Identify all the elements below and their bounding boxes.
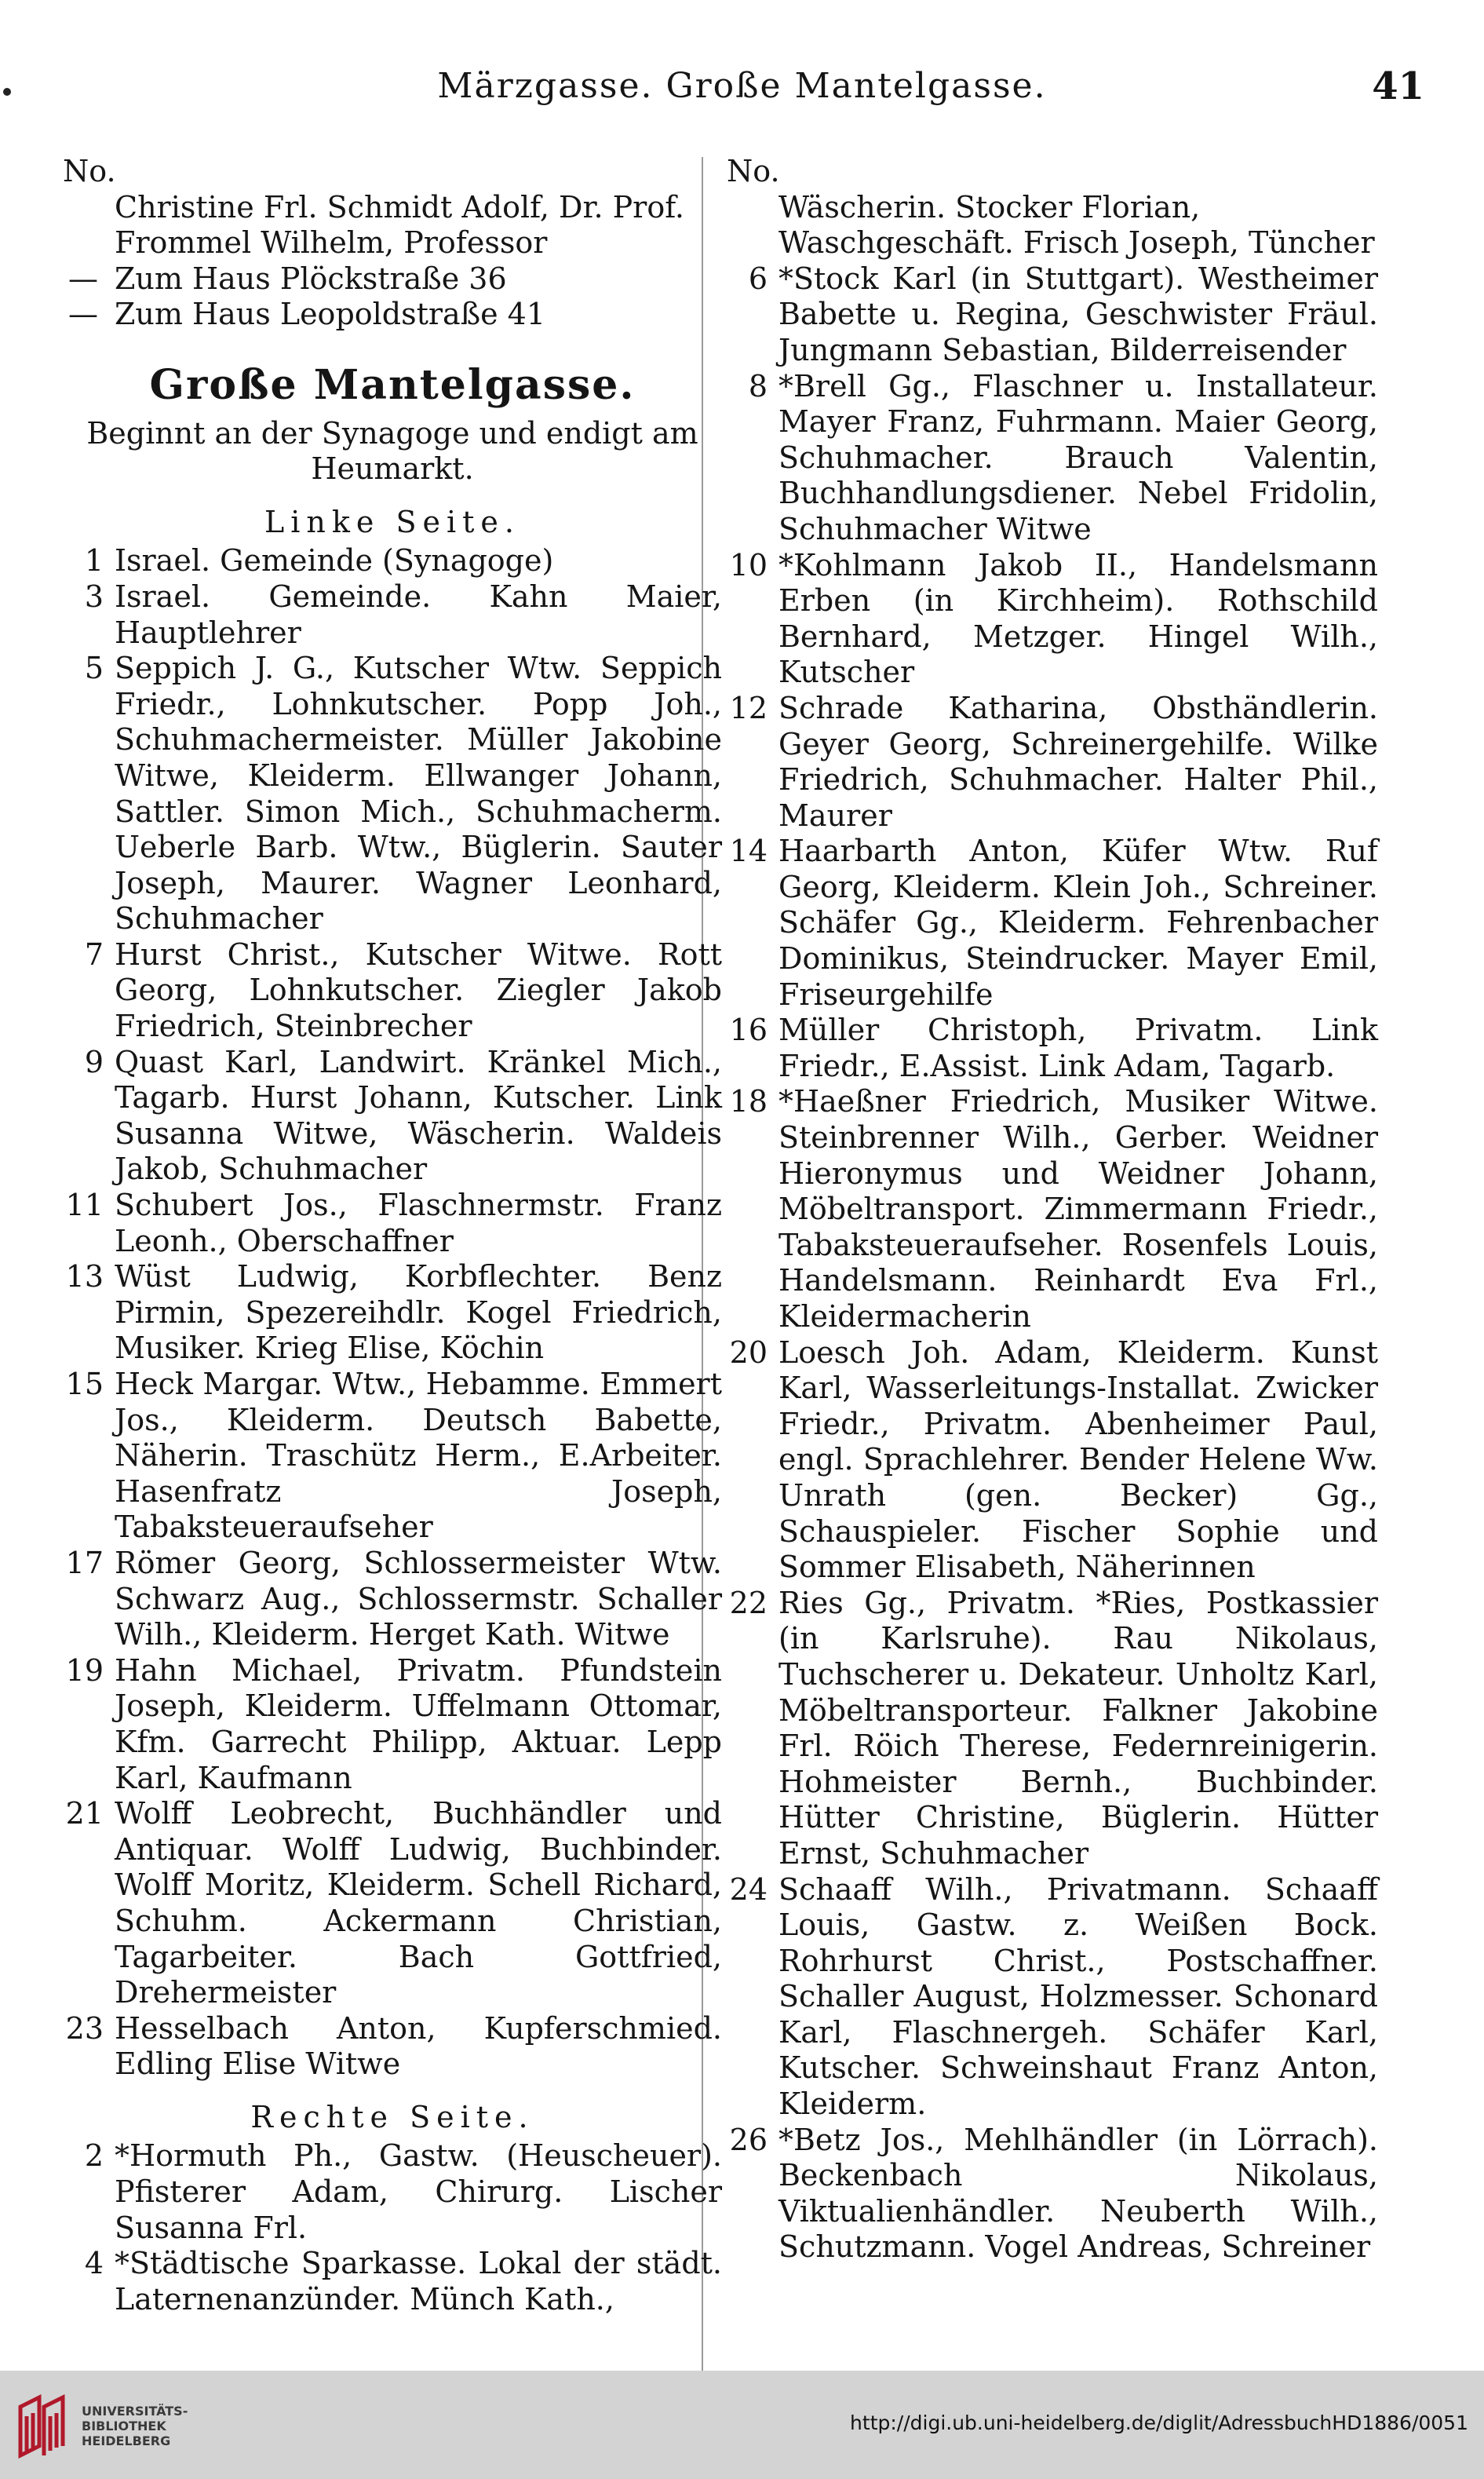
house-number: 3 bbox=[84, 579, 104, 614]
resident-list: Hahn Michael, Privatm. Pfundstein Joseph, Kleiderm. Uffelmann Ottomar, Kfm. Garrecht Philipp, Aktuar. Lepp Karl, Kaufmann bbox=[115, 1652, 722, 1795]
house-number: 9 bbox=[84, 1044, 104, 1079]
logo-line: BIBLIOTHEK bbox=[82, 2419, 166, 2433]
house-number: 8 bbox=[748, 368, 768, 403]
cross-reference-text: Zum Haus Plöckstraße 36 bbox=[115, 261, 507, 296]
resident-list: Hesselbach Anton, Kupferschmied. Edling Elise Witwe bbox=[115, 2010, 722, 2082]
left-side-heading: Linke Seite. bbox=[264, 504, 520, 539]
entry-list bbox=[63, 543, 722, 2083]
house-number: 20 bbox=[729, 1334, 768, 1370]
resident-list: Müller Christoph, Privatm. Link Friedr., E.Assist. Link Adam, Tagarb. bbox=[778, 1013, 1378, 1083]
address-entry bbox=[63, 1653, 722, 1796]
continued-entry: Christine Frl. Schmidt Adolf, Dr. Prof. Frommel Wilhelm, Professor bbox=[115, 189, 685, 261]
address-entry bbox=[727, 2123, 1378, 2265]
house-number: 13 bbox=[65, 1259, 104, 1294]
resident-list: *Städtische Sparkasse. Lokal der städt. Laternenanzünder. Münch Kath., bbox=[115, 2246, 722, 2317]
page-header bbox=[0, 64, 1484, 119]
resident-list: Schaaff Wilh., Privatmann. Schaaff Louis, Gastw. z. Weißen Bock. Rohrhurst Christ., Postschaffner. Schaller August, Holzmesser. Schonard Karl, Flaschnergeh. Schäfer Karl, Kutscher. Schweinshaut Franz Anton, Kleiderm. bbox=[778, 1871, 1378, 2122]
resident-list: Heck Margar. Wtw., Hebamme. Emmert Jos., Kleiderm. Deutsch Babette, Näherin. Traschütz Herm., E.Arbeiter. Hasenfratz Joseph, Tabaksteueraufseher bbox=[115, 1367, 722, 1545]
address-entry bbox=[63, 1259, 722, 1367]
house-number: 7 bbox=[84, 936, 104, 972]
house-number: 23 bbox=[65, 2010, 104, 2046]
house-number: 17 bbox=[65, 1545, 104, 1580]
cross-reference-entry bbox=[63, 297, 722, 333]
source-url[interactable]: http://digi.ub.uni-heidelberg.de/diglit/AdressbuchHD1886/0051 bbox=[850, 2411, 1468, 2434]
address-entry bbox=[63, 2138, 722, 2246]
address-entry bbox=[63, 1045, 722, 1188]
address-entry bbox=[727, 1586, 1378, 1872]
right-column bbox=[727, 154, 1378, 2265]
entry-list bbox=[727, 261, 1378, 2265]
logo-line: HEIDELBERG bbox=[82, 2433, 171, 2448]
address-entry bbox=[63, 937, 722, 1045]
house-number: 18 bbox=[729, 1084, 768, 1119]
column-label: No. bbox=[63, 154, 116, 188]
address-entry bbox=[727, 1013, 1378, 1084]
running-title: Märzgasse. Große Mantelgasse. bbox=[437, 66, 1047, 106]
cross-reference-text: Zum Haus Leopoldstraße 41 bbox=[115, 297, 546, 332]
resident-list: Ries Gg., Privatm. *Ries, Postkassier (in Karlsruhe). Rau Nikolaus, Tuchscherer u. Dekateur. Unholtz Karl, Möbeltransporteur. Falkner Jakobine Frl. Röich Therese, Federnreinigerin. Hohmeister Bernh., Buchbinder. Hütter Christine, Büglerin. Hütter Ernst, Schuhmacher bbox=[778, 1585, 1378, 1871]
resident-list: *Brell Gg., Flaschner u. Installateur. Mayer Franz, Fuhrmann. Maier Georg, Schuhmacher. Brauch Valentin, Buchhandlungsdiener. Nebel Fridolin, Schuhmacher Witwe bbox=[778, 368, 1378, 546]
house-number: 11 bbox=[65, 1188, 104, 1223]
resident-list: Loesch Joh. Adam, Kleiderm. Kunst Karl, Wasserleitungs-Installat. Zwicker Friedr., Privatm. Abenheimer Paul, engl. Sprachlehrer. Bender Helene Ww. Unrath (gen. Becker) Gg., Schauspieler. Fischer Sophie und Sommer Elisabeth, Näherinnen bbox=[778, 1334, 1378, 1585]
resident-list: Schubert Jos., Flaschnermstr. Franz Leonh., Oberschaffner bbox=[115, 1188, 722, 1258]
resident-list: Wüst Ludwig, Korbflechter. Benz Pirmin, Spezereihdlr. Kogel Friedrich, Musiker. Krieg Elise, Köchin bbox=[115, 1259, 722, 1366]
house-number: 14 bbox=[729, 834, 768, 869]
house-number: 21 bbox=[65, 1796, 104, 1831]
house-number: 26 bbox=[729, 2122, 768, 2157]
entry-list bbox=[63, 2138, 722, 2317]
house-number: 4 bbox=[84, 2246, 104, 2281]
address-entry bbox=[727, 834, 1378, 1013]
house-number: 10 bbox=[729, 547, 768, 582]
house-number: 15 bbox=[65, 1367, 104, 1401]
cross-reference-entry bbox=[63, 261, 722, 298]
house-number: 6 bbox=[748, 261, 768, 296]
resident-list: Römer Georg, Schlossermeister Wtw. Schwarz Aug., Schlossermstr. Schaller Wilh., Kleiderm. Herget Kath. Witwe bbox=[115, 1545, 722, 1652]
resident-list: *Haeßner Friedrich, Musiker Witwe. Steinbrenner Wilh., Gerber. Weidner Hieronymus und Weidner Johann, Möbeltransport. Zimmermann Friedr., Tabaksteueraufseher. Rosenfels Louis, Handelsmann. Reinhardt Eva Frl., Kleidermacherin bbox=[778, 1084, 1378, 1334]
resident-list: Hurst Christ., Kutscher Witwe. Rott Georg, Lohnkutscher. Ziegler Jakob Friedrich, Steinbrecher bbox=[115, 936, 722, 1044]
resident-list: Seppich J. G., Kutscher Wtw. Seppich Friedr., Lohnkutscher. Popp Joh., Schuhmachermeister. Müller Jakobine Witwe, Kleiderm. Ellwanger Johann, Sattler. Simon Mich., Schuhmacherm. Ueberle Barb. Wtw., Büglerin. Sauter Joseph, Maurer. Wagner Leonhard, Schuhmacher bbox=[115, 651, 722, 936]
continued-entry: Wäscherin. Stocker Florian, Waschgeschäft. Frisch Joseph, Tüncher bbox=[778, 189, 1375, 261]
address-entry bbox=[727, 261, 1378, 369]
resident-list: Schrade Katharina, Obsthändlerin. Geyer Georg, Schreinergehilfe. Wilke Friedrich, Schuhmacher. Halter Phil., Maurer bbox=[778, 690, 1378, 833]
house-number: 12 bbox=[729, 690, 768, 725]
resident-list: Israel. Gemeinde. Kahn Maier, Hauptlehrer bbox=[115, 579, 722, 650]
address-entry bbox=[63, 2246, 722, 2317]
right-side-heading: Rechte Seite. bbox=[250, 2099, 534, 2134]
resident-list: Haarbarth Anton, Küfer Wtw. Ruf Georg, Kleiderm. Klein Joh., Schreiner. Schäfer Gg., Kleiderm. Fehrenbacher Dominikus, Steindrucker. Mayer Emil, Friseurgehilfe bbox=[778, 834, 1378, 1012]
dash-marker: — bbox=[68, 261, 98, 296]
address-entry bbox=[63, 579, 722, 651]
resident-list: Quast Karl, Landwirt. Kränkel Mich., Tagarb. Hurst Johann, Kutscher. Link Susanna Witwe, Wäscherin. Waldeis Jakob, Schuhmacher bbox=[115, 1044, 722, 1187]
resident-list: *Kohlmann Jakob II., Handelsmann Erben (in Kirchheim). Rothschild Bernhard, Metzger. Hingel Wilh., Kutscher bbox=[778, 547, 1378, 690]
address-entry bbox=[63, 1796, 722, 2011]
resident-list: Wolff Leobrecht, Buchhändler und Antiquar. Wolff Ludwig, Buchbinder. Wolff Moritz, Kleiderm. Schell Richard, Schuhm. Ackermann Christian, Tagarbeiter. Bach Gottfried, Drehermeister bbox=[115, 1796, 722, 2010]
column-label: No. bbox=[727, 154, 780, 188]
dash-list bbox=[63, 261, 722, 333]
dash-marker: — bbox=[68, 297, 98, 332]
resident-list: *Hormuth Ph., Gastw. (Heuscheuer). Pfisterer Adam, Chirurg. Lischer Susanna Frl. bbox=[115, 2138, 722, 2245]
address-entry bbox=[727, 369, 1378, 548]
resident-list: Israel. Gemeinde (Synagoge) bbox=[115, 543, 554, 579]
house-number: 1 bbox=[84, 543, 104, 579]
library-logo-text bbox=[82, 2404, 188, 2448]
address-entry bbox=[727, 1872, 1378, 2123]
page-number: 41 bbox=[1372, 64, 1424, 108]
house-number: 22 bbox=[729, 1585, 768, 1620]
address-entry bbox=[63, 651, 722, 937]
address-entry bbox=[727, 1335, 1378, 1586]
house-number: 16 bbox=[729, 1013, 768, 1048]
library-logo-icon bbox=[16, 2393, 72, 2460]
house-number: 5 bbox=[84, 651, 104, 686]
footer-bar bbox=[0, 2371, 1484, 2479]
address-entry bbox=[727, 548, 1378, 691]
resident-list: *Betz Jos., Mehlhändler (in Lörrach). Beckenbach Nikolaus, Viktualienhändler. Neuberth Wilh., Schutzmann. Vogel Andreas, Schreiner bbox=[778, 2122, 1378, 2265]
house-number: 2 bbox=[84, 2138, 104, 2174]
house-number: 24 bbox=[729, 1871, 768, 1907]
logo-line: UNIVERSITÄTS- bbox=[82, 2404, 188, 2419]
address-entry bbox=[727, 691, 1378, 834]
section-intro: Beginnt an der Synagoge und endigt am Heumarkt. bbox=[86, 415, 698, 487]
resident-list: *Stock Karl (in Stuttgart). Westheimer Babette u. Regina, Geschwister Fräul. Jungmann Sebastian, Bilderreisender bbox=[778, 261, 1378, 367]
section-title: Große Mantelgasse. bbox=[149, 360, 636, 409]
address-entry bbox=[63, 1367, 722, 1546]
address-entry bbox=[727, 1084, 1378, 1334]
left-column bbox=[63, 154, 722, 2317]
address-entry bbox=[63, 1188, 722, 1259]
address-entry bbox=[63, 543, 722, 579]
house-number: 19 bbox=[65, 1652, 104, 1688]
address-entry bbox=[63, 1546, 722, 1653]
address-entry bbox=[63, 2011, 722, 2083]
library-logo[interactable] bbox=[16, 2393, 188, 2460]
